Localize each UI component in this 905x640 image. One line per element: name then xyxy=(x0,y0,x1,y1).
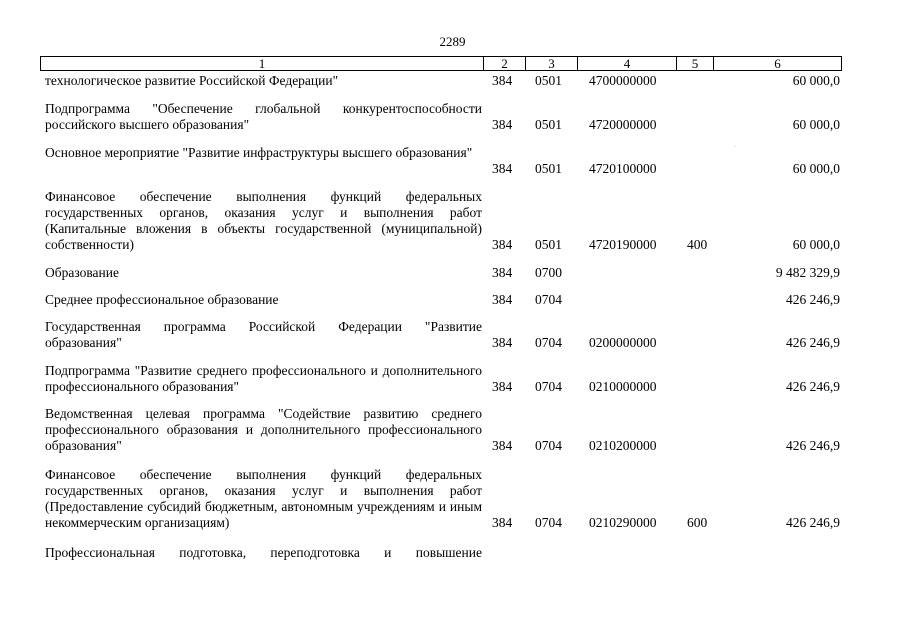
row-target-code: 0210200000 xyxy=(589,438,657,453)
row-amount: 9 482 329,9 xyxy=(775,265,840,280)
row-amount: 426 246,9 xyxy=(786,379,840,394)
row-section-code: 0704 xyxy=(535,292,562,307)
row-expense-type: 600 xyxy=(687,515,708,530)
row-section-code: 0700 xyxy=(535,265,562,280)
row-target-code: 0210000000 xyxy=(589,379,657,394)
table-row xyxy=(0,406,905,454)
row-amount: 426 246,9 xyxy=(786,515,840,530)
row-ministry-code: 384 xyxy=(492,265,513,280)
table-row xyxy=(0,145,905,177)
row-ministry-code: 384 xyxy=(492,117,513,132)
row-amount: 426 246,9 xyxy=(786,335,840,350)
header-col-4: 4 xyxy=(577,57,676,70)
row-section-code: 0501 xyxy=(535,161,562,176)
header-col-5: 5 xyxy=(676,57,713,70)
row-target-code: 4720100000 xyxy=(589,161,657,176)
row-description: технологическое развитие Российской Федерации" xyxy=(45,73,339,88)
row-section-code: 0501 xyxy=(535,73,562,88)
row-target-code: 0200000000 xyxy=(589,335,657,350)
table-header xyxy=(40,56,842,71)
scan-mark: · xyxy=(734,144,736,150)
row-description: Профессиональная подготовка, переподготовка и повышение xyxy=(45,545,482,560)
row-section-code: 0704 xyxy=(535,335,562,350)
table-row xyxy=(0,545,905,561)
row-target-code: 0210290000 xyxy=(589,515,657,530)
row-description: Подпрограмма "Обеспечение глобальной конкурентоспособности российского высшего образования" xyxy=(45,101,482,132)
table-row xyxy=(0,265,905,281)
table-row xyxy=(0,292,905,308)
row-description: Основное мероприятие "Развитие инфраструктуры высшего образования" xyxy=(45,145,473,160)
row-description: Финансовое обеспечение выполнения функций федеральных государственных органов, оказания услуг и выполнения работ (Капитальные вложения в объекты государственной (муниципальной) собственности) xyxy=(45,189,482,252)
row-description: Среднее профессиональное образование xyxy=(45,292,279,307)
header-col-6: 6 xyxy=(713,57,841,70)
row-description: Ведомственная целевая программа "Содействие развитию среднего профессионального образования и дополнительного профессионального образования" xyxy=(45,406,482,453)
header-col-2: 2 xyxy=(483,57,525,70)
table-row xyxy=(0,73,905,89)
table-row xyxy=(0,189,905,253)
row-ministry-code: 384 xyxy=(492,379,513,394)
row-ministry-code: 384 xyxy=(492,438,513,453)
row-section-code: 0501 xyxy=(535,237,562,252)
row-expense-type: 400 xyxy=(687,237,708,252)
row-description: Образование xyxy=(45,265,119,280)
header-col-3: 3 xyxy=(525,57,577,70)
row-ministry-code: 384 xyxy=(492,292,513,307)
row-amount: 60 000,0 xyxy=(792,161,840,176)
row-amount: 60 000,0 xyxy=(792,237,840,252)
row-ministry-code: 384 xyxy=(492,161,513,176)
row-amount: 426 246,9 xyxy=(786,438,840,453)
row-amount: 60 000,0 xyxy=(792,117,840,132)
row-ministry-code: 384 xyxy=(492,73,513,88)
row-target-code: 4720000000 xyxy=(589,117,657,132)
page-number: 2289 xyxy=(439,34,466,49)
table-row xyxy=(0,363,905,395)
row-section-code: 0704 xyxy=(535,438,562,453)
header-col-1: 1 xyxy=(258,56,266,71)
table-row xyxy=(0,467,905,531)
table-row xyxy=(0,319,905,351)
row-ministry-code: 384 xyxy=(492,335,513,350)
row-section-code: 0704 xyxy=(535,515,562,530)
row-section-code: 0704 xyxy=(535,379,562,394)
row-amount: 426 246,9 xyxy=(786,292,840,307)
row-section-code: 0501 xyxy=(535,117,562,132)
row-description: Подпрограмма "Развитие среднего профессионального и дополнительного профессионального образования" xyxy=(45,363,482,394)
row-description: Финансовое обеспечение выполнения функций федеральных государственных органов, оказания услуг и выполнения работ (Предоставление субсидий бюджетным, автономным учреждениям и иным некоммерческим организациям) xyxy=(45,467,482,530)
row-description: Государственная программа Российской Федерации "Развитие образования" xyxy=(45,319,482,350)
row-target-code: 4720190000 xyxy=(589,237,657,252)
row-ministry-code: 384 xyxy=(492,515,513,530)
table-row xyxy=(0,101,905,133)
row-target-code: 4700000000 xyxy=(589,73,657,88)
row-amount: 60 000,0 xyxy=(792,73,840,88)
row-ministry-code: 384 xyxy=(492,237,513,252)
